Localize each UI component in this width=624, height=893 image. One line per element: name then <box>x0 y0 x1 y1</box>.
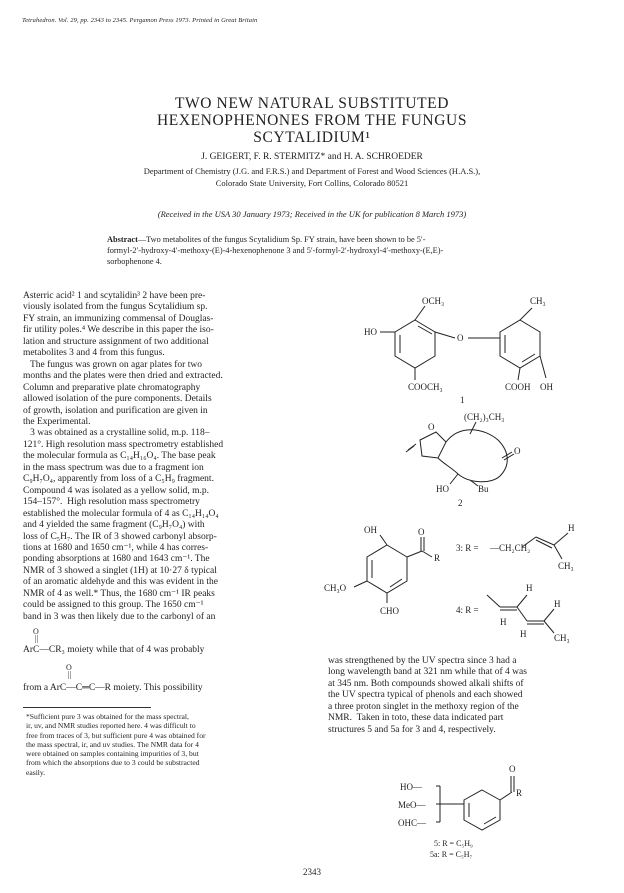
s34-oh: OH <box>364 525 377 535</box>
left-line-4: fir utility poles.⁴ We describe in this paper the iso- <box>23 325 214 336</box>
left-column-body <box>23 291 298 623</box>
abstract-line-1: —Two metabolites of the fungus Scytalidium Sp. FY strain, have been shown to be 5′- <box>137 235 426 244</box>
right-line-3: at 345 nm. Both compounds showed alkali shifts of <box>328 678 524 689</box>
footnote-line-2: ir, uv, and NMR studies reported here. 4 was difficult to <box>26 721 196 731</box>
footnote-line-7: easily. <box>26 767 46 777</box>
right-line-2: long wavelength band at 321 nm while that of 4 was <box>328 667 527 678</box>
title-line-3: SCYTALIDIUM¹ <box>253 129 371 146</box>
left-line-11: of growth, isolation and purification are given in <box>23 405 208 416</box>
left-line-28: could be assigned to this group. The 1650 cm⁻¹ <box>23 600 204 611</box>
s4-h-2: H <box>500 617 507 627</box>
s5-ho: HO— <box>400 782 422 792</box>
s2-ring-o: O <box>428 422 435 432</box>
s3-r-label: 3: R = <box>456 543 479 553</box>
moiety-formula-4: from a ArC—C═C—R <box>23 683 112 693</box>
s1-ho: HO <box>364 327 377 337</box>
s2-bu: Bu <box>478 484 489 494</box>
footnote-line-3: free from traces of 3, but sufficient pure 4 was obtained for <box>26 730 206 740</box>
left-line-3: FY strain, an immunizing commensal of Douglas- <box>23 313 214 324</box>
s1-ether-o: O <box>457 333 464 343</box>
s1-cooh: COOH <box>505 382 531 392</box>
right-line-5: a three proton singlet in the methoxy region of the <box>328 701 519 712</box>
affiliation-line-1: Department of Chemistry (J.G. and F.R.S.) and Department of Forest and Wood Sciences (H.A.S.), <box>143 166 481 176</box>
structure-2-diagram <box>400 410 560 510</box>
left-line-5: lation and structure assignment of two additional <box>23 336 209 347</box>
abstract-line-2: formyl-2′-hydroxy-4′-methoxy-(E)-4-hexenophenone 3 and 5′-formyl-2′-hydroxyl-4′-methoxy-(E,E)- <box>107 246 444 255</box>
s5-meo: MeO— <box>398 800 426 810</box>
s5-keto-o: O <box>509 764 516 774</box>
abstract-line-3: sorbophenone 4. <box>107 257 162 266</box>
s2-ho: HO <box>436 484 449 494</box>
affiliation-line-2: Colorado State University, Fort Collins, Colorado 80521 <box>215 178 409 188</box>
left-line-14: 121°. High resolution mass spectrometry established <box>23 439 224 450</box>
carbonyl-oxygen-1: O <box>33 627 39 636</box>
authors: J. GEIGERT, F. R. STERMITZ* and H. A. SCHROEDER <box>201 152 423 162</box>
s2-label: 2 <box>458 498 463 508</box>
s5-label: 5: R = C₅H₉ <box>434 839 473 848</box>
s1-ch3: CH₃ <box>530 296 546 306</box>
s34-ch3o: CH₃O <box>324 583 347 593</box>
left-line-27: NMR of 4 as well.* Thus, the 1680 cm⁻¹ IR peaks <box>23 588 215 599</box>
abstract-label: Abstract <box>107 235 138 244</box>
footnote <box>26 712 301 777</box>
left-line-7: The fungus was grown on agar plates for two <box>23 359 202 370</box>
left-line-9: Column and preparative plate chromatography <box>23 382 201 393</box>
left-line-1: Asterric acid² 1 and scytalidin³ 2 have been pre- <box>23 291 206 301</box>
s2-chain: (CH₂)₃CH₃ <box>464 412 505 422</box>
left-line-19: 154–157°. High resolution mass spectrometry <box>23 497 200 508</box>
left-line-22: loss of C₅H₇. The IR of 3 showed carbonyl absorp- <box>23 531 217 542</box>
right-line-4: the UV spectra typical of phenols and each showed <box>328 690 523 701</box>
left-line-2: viously isolated from the fungus Scytalidium sp. <box>23 302 208 313</box>
s34-r: R <box>434 553 441 563</box>
structure-3-4-diagram <box>322 515 612 645</box>
s3-ch3: CH₃ <box>558 561 574 571</box>
structure-1-diagram <box>360 290 600 410</box>
left-line-17: C₉H₇O₄, apparently from loss of a C₅H₉ fragment. <box>23 474 214 485</box>
abstract <box>107 234 517 267</box>
left-line-24: ponding absorptions at 1680 and 1643 cm⁻¹. The <box>23 554 210 565</box>
s2-keto-o: O <box>514 446 521 456</box>
s5-r: R <box>516 788 523 798</box>
footnote-line-6: from which the absorptions due to 3 could be substracted <box>26 758 200 768</box>
right-line-1: was strengthened by the UV spectra since 3 had a <box>328 656 517 666</box>
left-line-6: metabolites 3 and 4 from this fungus. <box>23 348 165 359</box>
left-line-26: of an aromatic aldehyde and this was evident in the <box>23 577 218 588</box>
footnote-line-5: were obtained on samples containing impurities of 3, but <box>26 749 199 759</box>
left-line-23: tions at 1680 and 1650 cm⁻¹, while 4 has corres- <box>23 542 209 553</box>
moiety-formula-3: ArC—CR₃ <box>23 645 65 655</box>
s5-ohc: OHC— <box>398 818 427 828</box>
s4-h-1: H <box>526 583 533 593</box>
left-line-29: band in 3 was then likely due to the carbonyl of an <box>23 611 216 622</box>
left-line-25: NMR of 3 showed a singlet (1H) at 10·27 δ typical <box>23 565 217 576</box>
left-line-16: in the mass spectrum was due to a fragment ion <box>23 462 204 473</box>
left-line-21: and 4 yielded the same fragment (C₉H₇O₄) with <box>23 520 205 531</box>
left-line-15: the molecular formula as C₁₄H₁₆O₄. The base peak <box>23 451 216 462</box>
s4-r-label: 4: R = <box>456 605 479 615</box>
left-line-8: months and the plates were then dried and extracted. <box>23 371 223 382</box>
left-line-13: 3 was obtained as a crystalline solid, m.p. 118– <box>23 428 210 439</box>
moiety-line-1 <box>23 627 308 659</box>
s34-keto-o: O <box>418 527 425 537</box>
left-line-12: the Experimental. <box>23 416 91 427</box>
carbonyl-oxygen-2: O <box>66 663 72 672</box>
s1-cooch3: COOCH₃ <box>408 382 443 392</box>
title-line-2: HEXENOPHENONES FROM THE FUNGUS <box>156 112 468 129</box>
received-dates: (Received in the USA 30 January 1973; Received in the UK for publication 8 March 1973) <box>157 209 467 219</box>
journal-header: Tetrahedron. Vol. 29, pp. 2343 to 2345. Pergamon Press 1973. Printed in Great Britain <box>22 17 258 24</box>
left-line-10: allowed isolation of the pure components. Details <box>23 394 212 405</box>
page-number: 2343 <box>303 867 321 877</box>
s4-h-3: H <box>554 599 561 609</box>
footnote-rule <box>23 707 151 708</box>
s3-h: H <box>568 523 575 533</box>
s1-label: 1 <box>460 395 465 405</box>
left-line-20: established the molecular formula of 4 as C₁₄H₁₄O₄ <box>23 508 219 519</box>
title-line-1: TWO NEW NATURAL SUBSTITUTED <box>174 95 450 112</box>
right-line-7: structures 5 and 5a for 3 and 4, respectively. <box>328 724 496 735</box>
s4-h-4: H <box>520 629 527 639</box>
left-line-18: Compound 4 was isolated as a yellow solid, m.p. <box>23 485 210 496</box>
s3-fragment: —CH₂CH₂ <box>490 543 531 553</box>
moiety-text-3: moiety while that of 4 was probably <box>64 645 205 655</box>
double-bond-2: || <box>68 670 72 679</box>
right-line-6: NMR. Taken in toto, these data indicated part <box>328 713 504 724</box>
right-column-body <box>328 656 600 736</box>
s5a-label: 5a: R = C₅H₇ <box>430 850 473 859</box>
footnote-line-1: *Sufficient pure 3 was obtained for the mass spectral, <box>26 712 189 721</box>
structure-5-diagram <box>390 760 570 860</box>
moiety-text-4: moiety. This possibility <box>111 683 203 693</box>
s1-och3: OCH₃ <box>422 296 445 306</box>
double-bond-1: || <box>35 634 39 643</box>
s1-oh: OH <box>540 382 553 392</box>
s4-ch3: CH₃ <box>554 633 570 643</box>
footnote-line-4: the mass spectral, ir, and uv studies. The NMR data for 4 <box>26 739 199 749</box>
moiety-line-2 <box>23 663 308 697</box>
s34-cho: CHO <box>380 606 400 616</box>
